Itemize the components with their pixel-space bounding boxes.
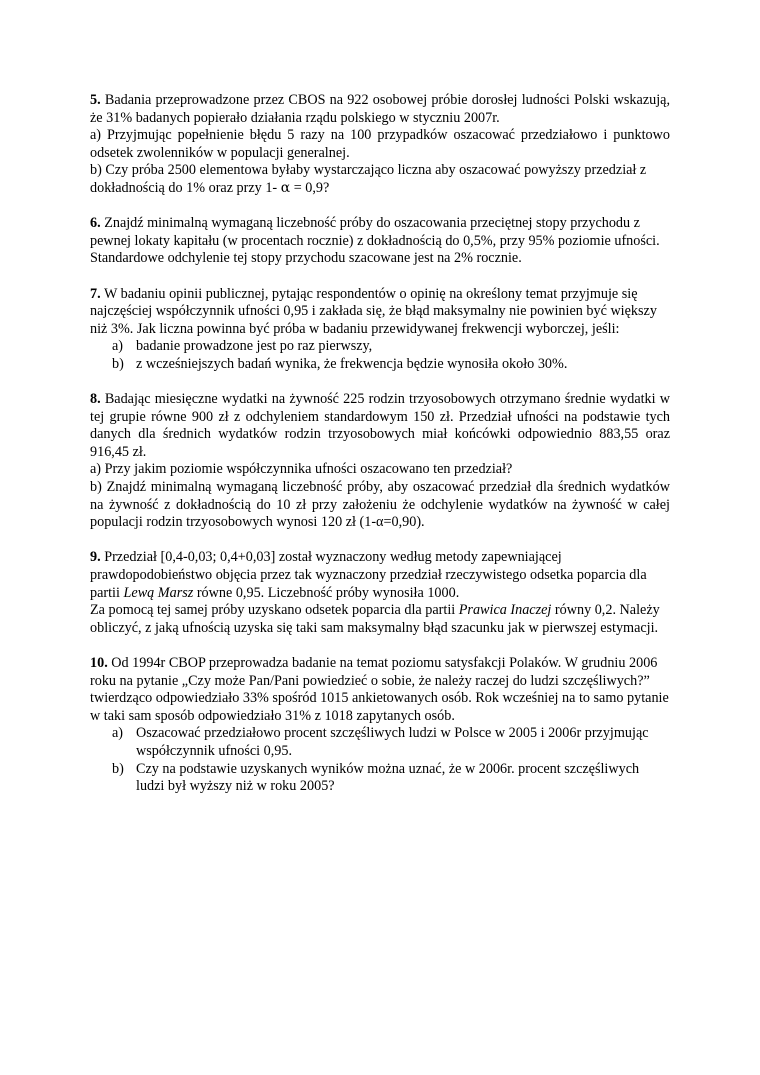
task-9-line-1 xyxy=(90,549,670,602)
document-page xyxy=(90,92,670,813)
list-item-text: Oszacować przedziałowo procent szczęśliwych ludzi w Polsce w 2005 i 2006r przyjmując współczynnik ufności 0,95. xyxy=(136,725,649,759)
list-marker: a) xyxy=(112,338,124,355)
task-text: = 0,9? xyxy=(290,179,330,196)
task-9-line-2 xyxy=(90,602,670,637)
task-number: 9. xyxy=(90,549,101,566)
task-text: b) Czy próba 2500 elementowa byłaby wystarczająco liczna aby oszacować powyższy przedział z dokładnością do 1% oraz przy 1- xyxy=(90,162,647,196)
task-9 xyxy=(90,549,670,637)
task-number: 6. xyxy=(90,215,101,232)
alpha-symbol: α xyxy=(280,179,291,196)
task-5-intro xyxy=(90,92,670,127)
party-name: Lewą Marsz xyxy=(123,584,194,601)
task-number: 7. xyxy=(90,285,101,302)
task-7 xyxy=(90,286,670,374)
task-text: równy 0,2. Należy obliczyć, z jaką ufnością uzyska się taki sam maksymalny błąd szacunku jak w pierwszej estymacji. xyxy=(90,602,660,636)
task-8-part-a: a) Przy jakim poziomie współczynnika ufności oszacowano ten przedział? xyxy=(90,461,513,478)
task-text: Przedział [0,4-0,03; 0,4+0,03] został wyznaczony według metody zapewniającej prawdopodobieństwo objęcia przez tak wyznaczony przedział rzeczywistego odsetka poparcia dla partii xyxy=(90,549,647,601)
task-8-intro xyxy=(90,391,670,461)
task-10 xyxy=(90,655,670,796)
task-text: Badania przeprowadzone przez CBOS na 922 osobowej próbie dorosłej ludności Polski wskazują, że 31% badanych popierało działania rządu polskiego w styczniu 2007r. xyxy=(90,92,671,126)
list-item xyxy=(90,338,670,356)
task-10-list xyxy=(90,725,670,795)
task-text: Badając miesięczne wydatki na żywność 225 rodzin trzyosobowych otrzymano średnie wydatki w tej grupie równe 900 zł z odchyleniem standardowym 150 zł. Przedział ufności na podstawie tych danych dla średnich wydatków rodzin trzyosobowych miał końcówki odpowiednio 883,55 oraz 916,45 zł. xyxy=(90,391,671,460)
list-item xyxy=(90,761,670,796)
task-7-list xyxy=(90,338,670,373)
task-text: W badaniu opinii publicznej, pytając respondentów o opinię na określony temat przyjmuje się najczęściej współczynnik ufności 0,95 i zakłada się, że błąd maksymalny nie powinien być większy niż 3%. Jak liczna powinna być próba w badaniu przewidywanej frekwencji wyborczej, jeśli: xyxy=(90,285,657,337)
task-8 xyxy=(90,391,670,532)
task-number: 10. xyxy=(90,655,108,671)
task-text: Od 1994r CBOP przeprowadza badanie na temat poziomu satysfakcji Polaków. W grudniu 2006 roku na pytanie „Czy może Pan/Pani powiedzieć o sobie, że należy raczej do ludzi szczęśliwych?” twierdząco odpowiedziało 33% spośród 1015 ankietowanych osób. Rok wcześniej na to samo pytanie w taki sam sposób odpowiedziało 31% z 1018 zapytanych osób. xyxy=(90,655,669,724)
list-item xyxy=(90,725,670,760)
task-6-text xyxy=(90,215,670,268)
task-text: równe 0,95. Liczebność próby wynosiła 1000. xyxy=(193,584,460,601)
list-item-text: badanie prowadzone jest po raz pierwszy, xyxy=(136,338,373,355)
list-item-text: z wcześniejszych badań wynika, że frekwencja będzie wynosiła około 30%. xyxy=(136,355,568,372)
task-text: Za pomocą tej samej próby uzyskano odsetek poparcia dla partii xyxy=(90,602,459,619)
task-10-text xyxy=(90,655,670,725)
task-number: 5. xyxy=(90,92,101,108)
list-marker: b) xyxy=(112,760,124,777)
task-6 xyxy=(90,215,670,268)
task-8-part-b: b) Znajdź minimalną wymaganą liczebność próby, aby oszacować przedział dla średnich wydatków na żywność z dokładnością do 10 zł przy założeniu że odchylenie wydatków na żywność w całej populacji rodzin trzyosobowych wynosi 120 zł (1-α=0,90). xyxy=(90,479,670,531)
task-number: 8. xyxy=(90,391,101,408)
list-marker: a) xyxy=(112,725,124,742)
list-marker: b) xyxy=(112,355,124,372)
task-5-part-a: a) Przyjmując popełnienie błędu 5 razy na 100 przypadków oszacować przedziałowo i punktowo odsetek zwolenników w populacji generalnej. xyxy=(90,127,670,161)
party-name: Prawica Inaczej xyxy=(458,602,552,619)
list-item xyxy=(90,356,670,374)
task-5-part-b xyxy=(90,162,670,197)
task-text: Znajdź minimalną wymaganą liczebność próby do oszacowania przeciętnej stopy przychodu z pewnej lokaty kapitału (w procentach rocznie) z dokładnością do 0,5%, przy 95% poziomie ufności. Standardowe odchylenie tej stopy przychodu szacowane jest na 2% rocznie. xyxy=(90,215,660,267)
task-7-text xyxy=(90,286,670,339)
list-item-text: Czy na podstawie uzyskanych wyników można uznać, że w 2006r. procent szczęśliwych ludzi był wyższy niż w roku 2005? xyxy=(136,760,640,795)
task-5 xyxy=(90,92,670,198)
